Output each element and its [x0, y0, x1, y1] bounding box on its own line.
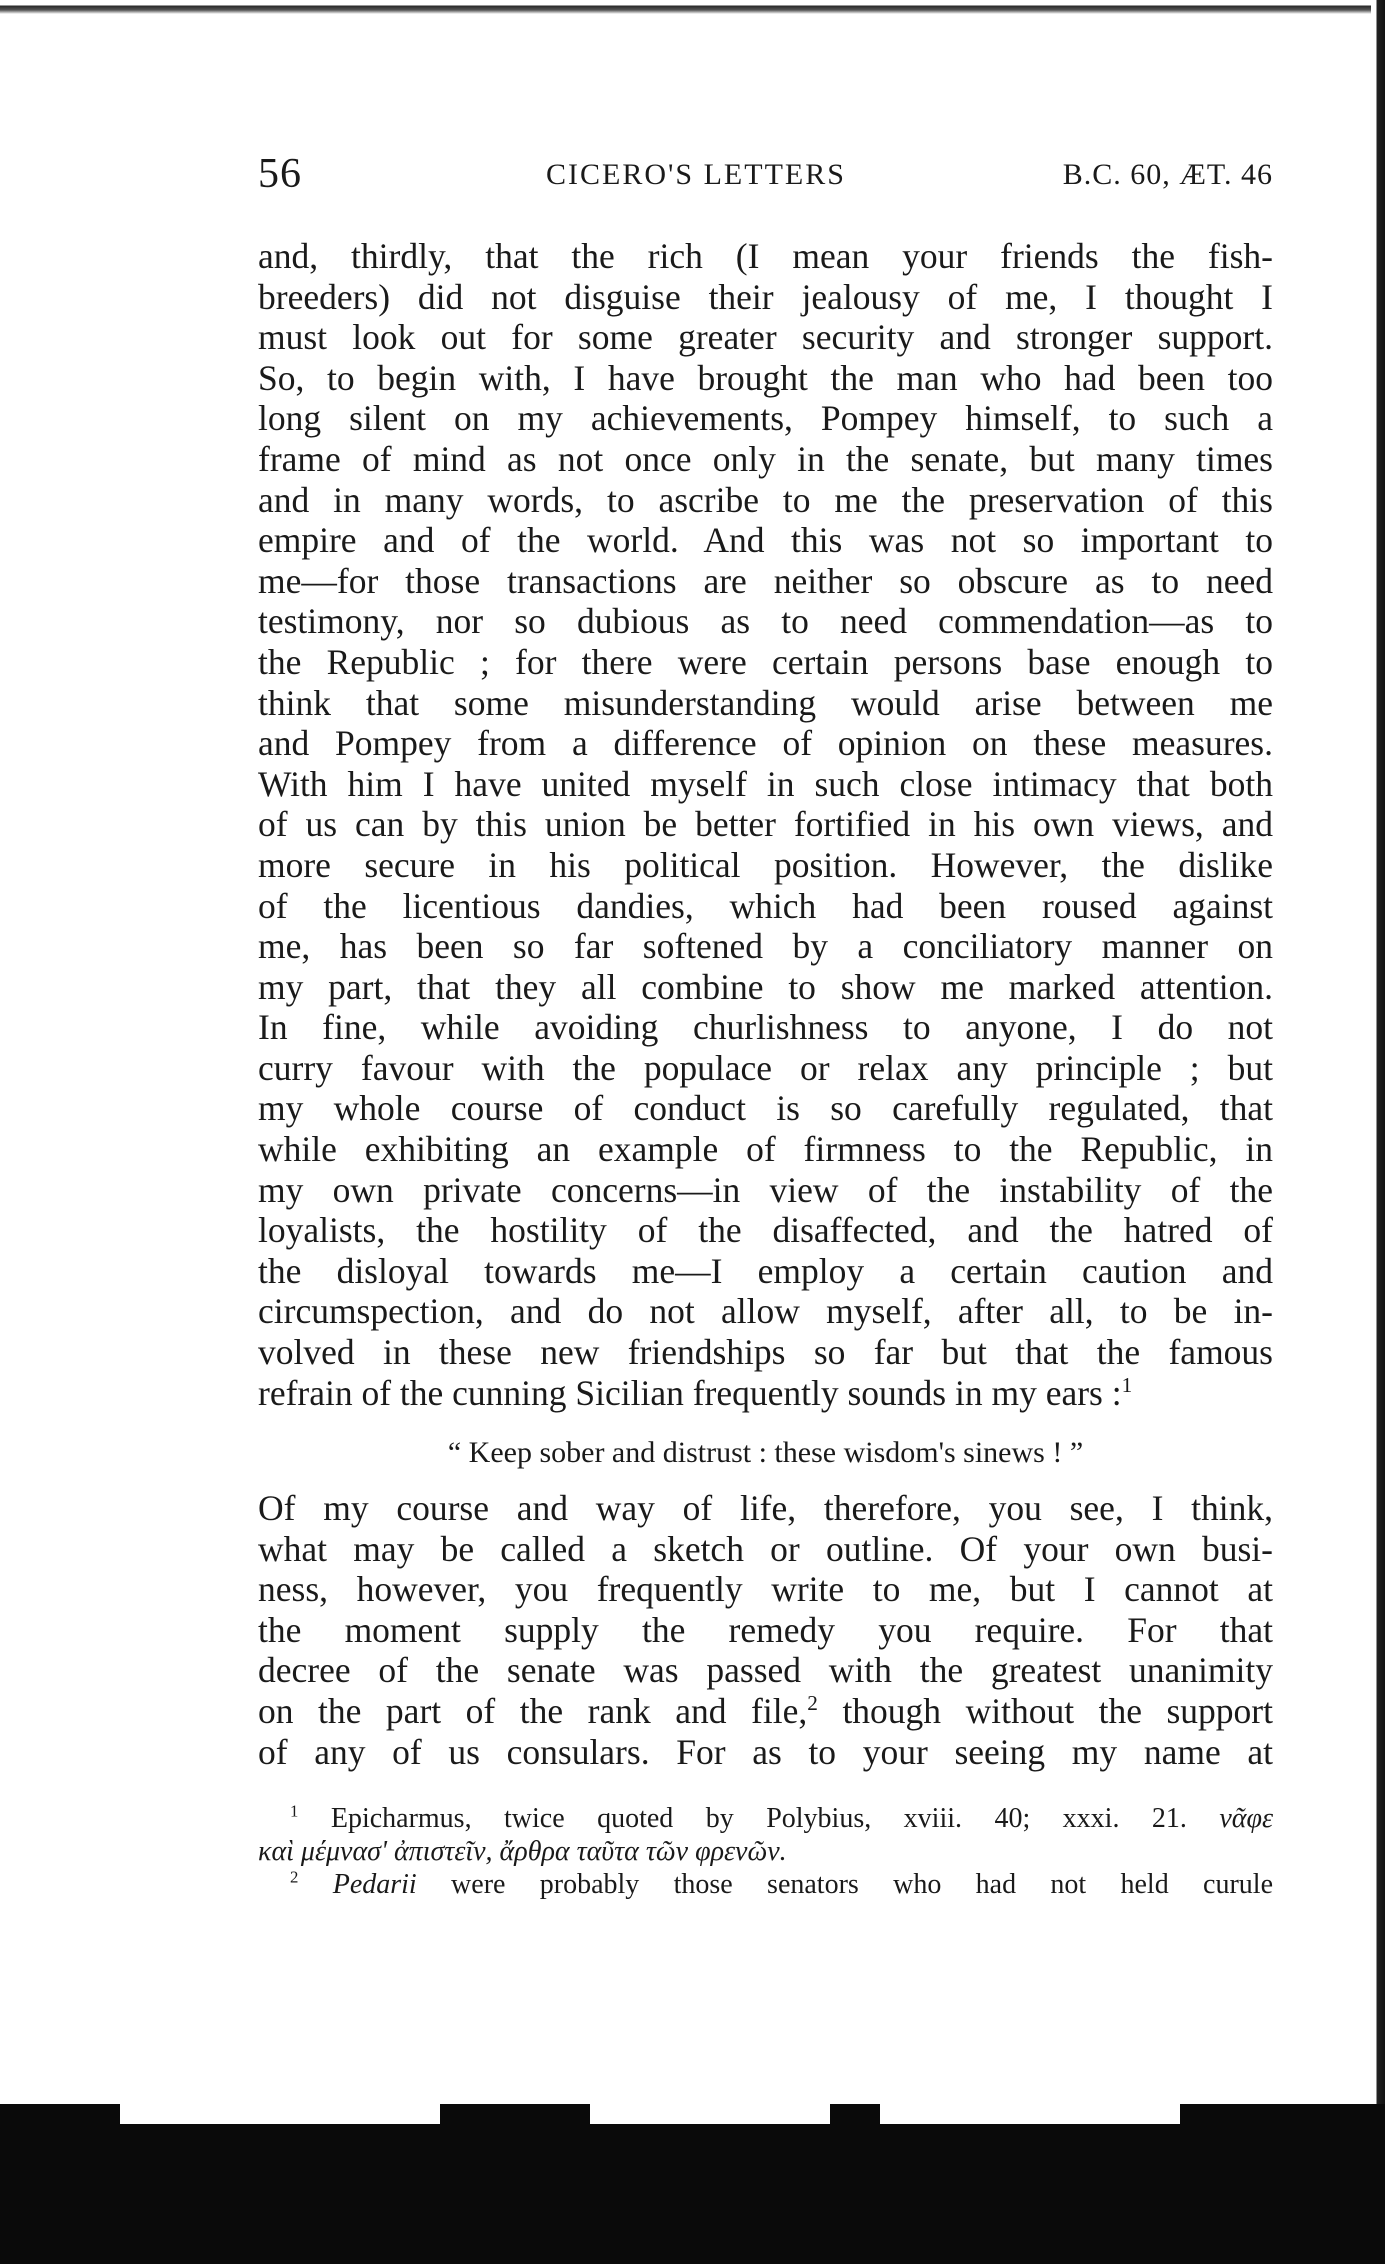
page-header	[258, 150, 1273, 206]
text-line: of us can by this union be better fortified in his own views, and	[258, 804, 1273, 845]
text-line-content: on the part of the rank and file,	[258, 1690, 808, 1731]
footnote-2	[258, 1868, 1273, 1901]
text-line: So, to begin with, I have brought the man who had been too	[258, 357, 1273, 398]
text-line	[258, 1691, 1273, 1732]
footnote-2-term: Pedarii	[332, 1869, 417, 1900]
footnote-1-mark: 1	[290, 1801, 299, 1821]
text-line: circumspection, and do not allow myself, after all, to be in-	[258, 1291, 1273, 1332]
text-line: and, thirdly, that the rich (I mean your friends the fish-	[258, 236, 1273, 276]
text-line: decree of the senate was passed with the greatest unanimity	[258, 1650, 1273, 1691]
scan-bottom-notch	[590, 2104, 830, 2124]
text-line: volved in these new friendships so far but that the famous	[258, 1332, 1273, 1373]
text-line-continuation: though without the support	[817, 1690, 1273, 1731]
text-line: while exhibiting an example of firmness to the Republic, in	[258, 1129, 1273, 1170]
text-line: With him I have united myself in such close intimacy that both	[258, 763, 1273, 804]
text-line: testimony, nor so dubious as to need commendation—as to	[258, 601, 1273, 642]
running-date: B.C. 60, ÆT. 46	[1062, 158, 1273, 191]
text-line: my whole course of conduct is so carefully regulated, that	[258, 1088, 1273, 1129]
text-line: me, has been so far softened by a conciliatory manner on	[258, 926, 1273, 967]
paragraph-2	[258, 1488, 1273, 1772]
text-line: what may be called a sketch or outline. Of your own busi-	[258, 1528, 1273, 1569]
text-line: loyalists, the hostility of the disaffected, and the hatred of	[258, 1210, 1273, 1251]
footnote-1-greek-a: νᾶφε	[1219, 1803, 1274, 1834]
text-line: of the licentious dandies, which had been roused against	[258, 885, 1273, 926]
text-line: the disloyal towards me—I employ a certain caution and	[258, 1250, 1273, 1291]
page-number: 56	[258, 151, 302, 197]
text-line: of any of us consulars. For as to your seeing my name at	[258, 1731, 1273, 1772]
paragraph-1	[258, 236, 1273, 1413]
footnotes	[258, 1802, 1273, 1901]
text-line: think that some misunderstanding would arise between me	[258, 682, 1273, 723]
text-line-content: refrain of the cunning Sicilian frequently sounds in my ears :	[258, 1372, 1122, 1413]
text-line: the moment supply the remedy you require. For that	[258, 1609, 1273, 1650]
scan-bottom-notch	[120, 2104, 440, 2124]
text-line: the Republic ; for there were certain persons base enough to	[258, 641, 1273, 682]
footnote-1	[258, 1802, 1273, 1835]
text-line: breeders) did not disguise their jealousy of me, I thought I	[258, 276, 1273, 317]
text-line: frame of mind as not once only in the senate, but many times	[258, 438, 1273, 479]
scan-right-border	[1371, 0, 1385, 2150]
footnote-mark-1: 1	[1121, 1372, 1133, 1397]
text-line: Of my course and way of life, therefore, you see, I think,	[258, 1488, 1273, 1528]
text-line	[258, 1373, 1273, 1414]
text-line: and in many words, to ascribe to me the preservation of this	[258, 479, 1273, 520]
text-line: me—for those transactions are neither so obscure as to need	[258, 560, 1273, 601]
text-line: empire and of the world. And this was not so important to	[258, 520, 1273, 561]
text-line: my own private concerns—in view of the instability of the	[258, 1169, 1273, 1210]
footnote-2-mark: 2	[290, 1867, 299, 1887]
footnote-1-greek-line: καὶ μέμνασ' ἀπιστεῖν, ἄρθρα ταῦτα τῶν φρενῶν.	[258, 1836, 787, 1867]
text-line: long silent on my achievements, Pompey himself, to such a	[258, 398, 1273, 439]
footnote-1-text: Epicharmus, twice quoted by Polybius, xviii. 40; xxxi. 21.	[330, 1803, 1187, 1834]
text-line: more secure in his political position. However, the dislike	[258, 844, 1273, 885]
footnote-2-text: were probably those senators who had not held curule	[416, 1869, 1273, 1900]
text-line: must look out for some greater security and stronger support.	[258, 317, 1273, 358]
text-line: and Pompey from a difference of opinion on these measures.	[258, 723, 1273, 764]
text-line: curry favour with the populace or relax any principle ; but	[258, 1047, 1273, 1088]
text-line: my part, that they all combine to show me marked attention.	[258, 966, 1273, 1007]
text-line: In fine, while avoiding churlishness to anyone, I do not	[258, 1007, 1273, 1048]
text-line: ness, however, you frequently write to me, but I cannot at	[258, 1569, 1273, 1610]
footnote-mark-2: 2	[807, 1691, 818, 1716]
epigraph-quote: “ Keep sober and distrust : these wisdom's sinews ! ”	[447, 1436, 1084, 1469]
running-title: CICERO'S LETTERS	[546, 158, 846, 191]
scan-top-border	[0, 0, 1385, 14]
scan-bottom-border	[0, 2104, 1385, 2264]
scan-bottom-notch	[880, 2104, 1180, 2124]
